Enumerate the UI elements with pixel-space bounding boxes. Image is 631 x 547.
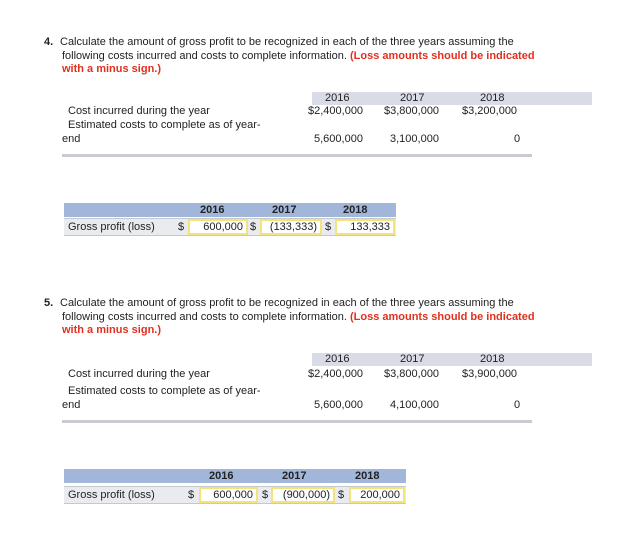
gross-profit-2018-input[interactable]: 200,000	[349, 487, 405, 503]
year-header-2016: 2016	[325, 353, 350, 365]
year-header-bar	[312, 92, 592, 105]
question-5-info-table	[62, 353, 532, 423]
dollar-sign: $	[188, 489, 195, 501]
question-5-line1: Calculate the amount of gross profit to be recognized in each of the three years assuming the	[60, 297, 514, 309]
gross-profit-label: Gross profit (loss)	[68, 489, 155, 501]
question-5-gross-profit-table	[64, 469, 406, 505]
question-5-text	[44, 297, 604, 338]
cost-incurred-2016: $2,400,000	[308, 368, 364, 380]
question-4-line2: following costs incurred and costs to complete information.	[62, 49, 347, 62]
question-5-note: (Loss amounts should be indicated	[349, 310, 535, 323]
year-header-2017: 2017	[400, 92, 425, 104]
gross-profit-label: Gross profit (loss)	[68, 221, 155, 233]
table-divider	[62, 420, 532, 423]
gp-header-2016: 2016	[209, 470, 234, 482]
year-header-2017: 2017	[400, 353, 425, 365]
year-header-bar	[312, 353, 592, 366]
cost-incurred-2017: $3,800,000	[384, 368, 440, 380]
estimated-costs-2017: 4,100,000	[390, 399, 439, 411]
gross-profit-2017-input[interactable]: (133,333)	[260, 219, 322, 235]
question-4-text	[44, 36, 604, 77]
question-4-info-table	[62, 92, 532, 162]
dollar-sign: $	[338, 489, 345, 501]
question-4-note-cont: with a minus sign.)	[62, 63, 162, 75]
question-4-note: (Loss amounts should be indicated	[349, 49, 535, 62]
cost-incurred-2018: $3,900,000	[462, 368, 518, 380]
gross-profit-2016-input[interactable]: 600,000	[188, 219, 248, 235]
question-5-number: 5.	[44, 297, 54, 309]
dollar-sign: $	[325, 221, 332, 233]
question-4-number: 4.	[44, 36, 54, 48]
year-header-2018: 2018	[480, 92, 505, 104]
dollar-sign: $	[250, 221, 257, 233]
gp-header-2018: 2018	[343, 204, 368, 216]
dollar-sign: $	[262, 489, 269, 501]
question-5-note-cont: with a minus sign.)	[62, 324, 162, 336]
gp-header-2017: 2017	[282, 470, 307, 482]
question-5-line2: following costs incurred and costs to complete information.	[62, 310, 347, 323]
gross-profit-2016-input[interactable]: 600,000	[199, 487, 258, 503]
question-4-gross-profit-table	[64, 203, 396, 239]
estimated-costs-label: Estimated costs to complete as of year-	[68, 119, 261, 131]
cost-incurred-label: Cost incurred during the year	[68, 105, 210, 117]
gp-header-2017: 2017	[272, 204, 297, 216]
estimated-costs-2018: 0	[514, 399, 521, 411]
year-header-2018: 2018	[480, 353, 505, 365]
question-4-line1: Calculate the amount of gross profit to be recognized in each of the three years assuming the	[60, 36, 514, 48]
estimated-costs-2018: 0	[514, 133, 521, 145]
gp-header-2016: 2016	[200, 204, 225, 216]
cost-incurred-2016: $2,400,000	[308, 105, 364, 117]
gross-profit-2018-input[interactable]: 133,333	[335, 219, 395, 235]
gross-profit-2017-input[interactable]: (900,000)	[271, 487, 335, 503]
estimated-costs-label-cont: end	[62, 133, 81, 145]
cost-incurred-2017: $3,800,000	[384, 105, 440, 117]
estimated-costs-label: Estimated costs to complete as of year-	[68, 385, 261, 397]
table-divider	[62, 154, 532, 157]
gp-header-2018: 2018	[355, 470, 380, 482]
estimated-costs-2016: 5,600,000	[314, 133, 363, 145]
cost-incurred-label: Cost incurred during the year	[68, 368, 210, 380]
estimated-costs-2017: 3,100,000	[390, 133, 439, 145]
dollar-sign: $	[178, 221, 185, 233]
year-header-2016: 2016	[325, 92, 350, 104]
cost-incurred-2018: $3,200,000	[462, 105, 518, 117]
estimated-costs-2016: 5,600,000	[314, 399, 363, 411]
estimated-costs-label-cont: end	[62, 399, 81, 411]
